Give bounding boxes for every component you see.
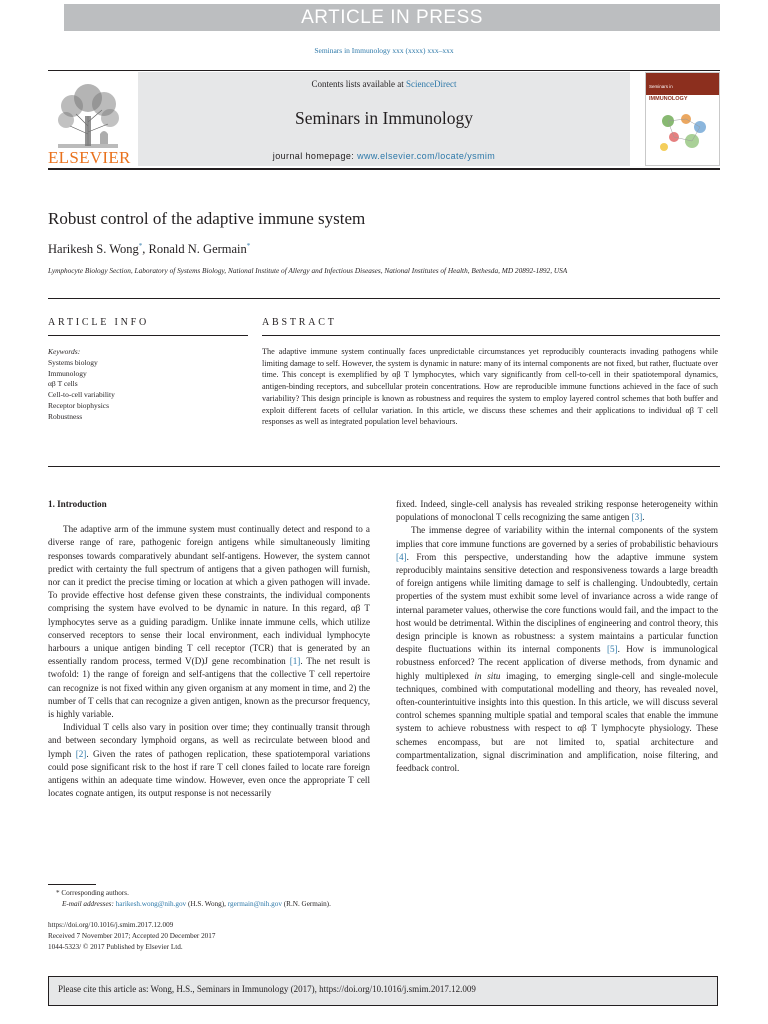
doi-link[interactable]: https://doi.org/10.1016/j.smim.2017.12.009: [48, 921, 174, 929]
author-2[interactable]: Ronald N. Germain: [148, 242, 247, 257]
keyword: Cell-to-cell variability: [48, 390, 115, 400]
email-link-1[interactable]: harikesh.wong@nih.gov: [115, 900, 187, 908]
keyword: Immunology: [48, 368, 87, 378]
cite-this-article-box: [48, 976, 718, 1006]
keywords-label: Keywords:: [48, 347, 81, 356]
header-top-rule: [48, 70, 720, 71]
keywords-block: [48, 347, 115, 423]
received-dates: Received 7 November 2017; Accepted 20 December 2017: [48, 932, 216, 940]
cover-artwork: [652, 107, 714, 159]
publisher-name: ELSEVIER: [48, 148, 131, 167]
cover-title-line2: IMMUNOLOGY: [649, 96, 688, 102]
reference-link[interactable]: [3]: [631, 512, 643, 523]
info-rule: [48, 335, 248, 336]
body-column-left: [48, 498, 370, 800]
body-paragraph: fixed. Indeed, single-cell analysis has revealed striking response heterogeneity within populations of monoclonal T cells recognizing the same antigen [3].: [396, 499, 718, 523]
reference-link[interactable]: [5]: [606, 644, 618, 655]
reference-link[interactable]: [4]: [396, 551, 407, 562]
article-title: Robust control of the adaptive immune system: [48, 209, 366, 228]
affiliation: Lymphocyte Biology Section, Laboratory of Systems Biology, National Institute of Allergy and Infectious Diseases, National Institutes of Health, Bethesda, MD 20892-1892, USA: [48, 266, 568, 275]
cite-this-article-text[interactable]: Please cite this article as: Wong, H.S., Seminars in Immunology (2017), https://doi.org/10.1016/j.smim.2017.12.009: [58, 984, 476, 994]
abstract-heading: ABSTRACT: [262, 317, 337, 328]
keyword: αβ T cells: [48, 379, 78, 389]
body-paragraph: The adaptive arm of the immune system must continually detect and respond to a diverse range of rare, pathogenic foreign antigens while simultaneously limiting responses towards comparatively abundant self-antigens. However, the system cannot predict with certainty the full spectrum of antigens that a given pathogen will furnish, nor can it predict the precise timing or location at which a given pathogen will invade. To provide effective host defense given these constraints, the individual components comprising the system have evolved to be dynamic in nature. In this regard, αβ T lymphocytes serve as a guiding paradigm. Unlike innate immune cells, which utilize conserved receptors to sense their local environment, each individual lymphocyte harbours a unique antigen binding T cell receptor (TCR) that is generated by an essentially random process, termed V(D)J gene recombination [1]. The net result is twofold: 1) the range of foreign and self-antigens that the collective T cell repertoire can recognize is not fixed within any given organism at any moment in time, and 2) the number of T cells that can recognize a given antigen, known as the precursor frequency, is highly variable.: [48, 524, 371, 720]
body-paragraph: Individual T cells also vary in position over time; they continually transit through and between secondary lymphoid organs, as well as recirculate between blood and lymph [2]. Given the rates of pathogen replication, these spatiotemporal variations could pose significant risk to the host if rare T cell clones failed to locate rare foreign antigens within an adequate time window. However, even once the appropriate T cell locates cognate antigen, its output response is not necessarily: [48, 722, 370, 799]
journal-cover-thumbnail[interactable]: [645, 72, 720, 166]
sciencedirect-link[interactable]: ScienceDirect: [406, 79, 457, 89]
abstract-text: The adaptive immune system continually faces unpredictable circumstances yet reproducibly counteracts invading pathogens while limiting damage to self. However, the system is dynamic in nature: many of its internal components are not fixed, but rather, fluctuate over time. This concept is exemplified by αβ T lymphocytes, which vary significantly from cell-to-cell in their spatiotemporal dynamics, antigen-binding receptors, and subcellular protein concentrations. How are reproducible immune functions achieved in the face of such variability? This design principle is known as robustness and requires the system to employ layered control schemes that both buffer and exploit different facets of cellular variation. In this article, we discuss these schemes and their applications to individual αβ T cell responses as well as integrated population level behaviours.: [262, 347, 718, 427]
journal-citation-line[interactable]: Seminars in Immunology xxx (xxxx) xxx–xxx: [314, 46, 454, 55]
keyword: Robustness: [48, 411, 83, 421]
article-info-heading: ARTICLE INFO: [48, 317, 150, 328]
keyword: Systems biology: [48, 357, 98, 367]
contents-line: [138, 79, 630, 89]
footnote-rule: [48, 884, 96, 885]
corresponding-mark-2[interactable]: *: [246, 242, 251, 250]
abstract-rule: [262, 335, 720, 336]
abstract-bottom-rule: [48, 466, 720, 467]
keyword: Receptor biophysics: [48, 400, 110, 410]
corresponding-mark-1[interactable]: *: [138, 242, 143, 250]
email-link-2[interactable]: rgermain@nih.gov: [227, 900, 282, 908]
copyright-line: 1044-5323/ © 2017 Published by Elsevier Ltd.: [48, 943, 183, 951]
author-1[interactable]: Harikesh S. Wong: [48, 242, 139, 257]
reference-link[interactable]: [2]: [75, 748, 87, 759]
author-list: Harikesh S. Wong*, Ronald N. Germain*: [48, 242, 251, 257]
journal-homepage: [138, 151, 630, 161]
cover-title-line1: Seminars in: [649, 84, 673, 89]
body-column-right: [396, 498, 718, 775]
info-top-rule: [48, 298, 720, 299]
body-paragraph: The immense degree of variability within the internal components of the system implies that core immune functions are governed by a series of probabilistic behaviours [4]. From this perspective, understanding how the adaptive immune system reproducibly maintains sensitive detection and responsiveness towards a large breadth of foreign antigens while limiting damage to self is challenging. Undoubtedly, certain properties of the system must exhibit some level of invariance across a wide range of internal parameter values, otherwise the core functions would fail, and the impact to the host would be detrimental. Within the disciplines of engineering and control theory, this design principle is known as robustness: a system maintains a particular function despite fluctuations within its internal components [5]. How is immunological robustness enforced? The recent application of diverse methods, from dynamic and highly multiplexed in situ imaging, to emerging single-cell and single-molecule techniques, combined with computational modelling and theory, has revealed novel, often-counterintuitive insights into this question. In this article, we will discuss several control schemes spanning multiple spatial and temporal scales that enable the immune system to achieve robustness with respect to αβ T lymphocyte physiology. These schemes encompass, but are not limited to, spatial architecture and compartmentalization, signal discrimination and amplification, noise filtering, and feedback control.: [396, 525, 719, 774]
reference-link[interactable]: [1]: [289, 656, 301, 667]
journal-title: Seminars in Immunology: [295, 108, 473, 128]
contents-prefix: Contents lists available at: [311, 79, 406, 89]
email-label: E-mail addresses:: [62, 900, 114, 908]
header-bottom-rule: [48, 168, 720, 170]
corresponding-footnote: * Corresponding authors.: [56, 889, 129, 897]
email-footnote: E-mail addresses: harikesh.wong@nih.gov (H.S. Wong), rgermain@nih.gov (R.N. Germain).: [62, 900, 331, 908]
section-heading: 1. Introduction: [48, 499, 107, 509]
journal-header: [138, 72, 630, 166]
homepage-prefix: journal homepage:: [272, 151, 358, 161]
homepage-link[interactable]: www.elsevier.com/locate/ysmim: [357, 151, 496, 161]
article-in-press-banner: ARTICLE IN PRESS: [64, 4, 720, 31]
